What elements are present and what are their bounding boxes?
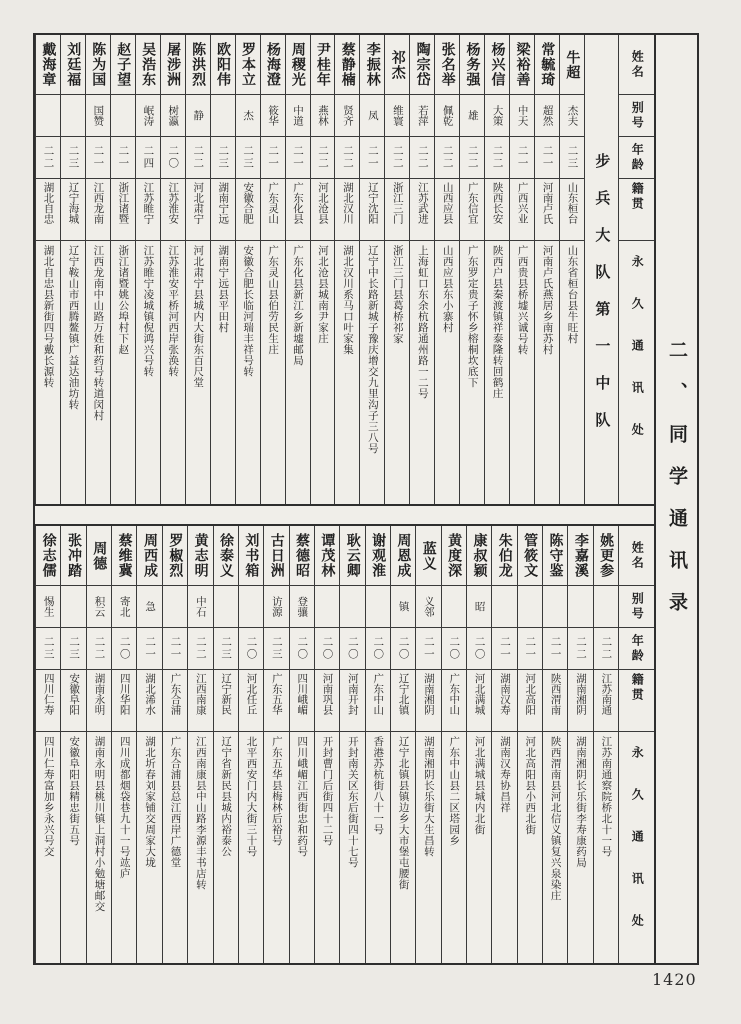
person-alias: [36, 95, 60, 137]
person-address: 四川峨嵋江西街忠和药号: [296, 736, 309, 857]
person-address: 江苏睢宁凌城镇倪鸿兴号转: [142, 245, 155, 377]
person-address: 湖南宁远县平田村: [217, 245, 230, 333]
person-age: 二〇: [290, 628, 314, 670]
person-origin: 河南开封: [340, 670, 364, 732]
person-age: 二一: [360, 137, 384, 179]
person-alias: [163, 586, 187, 628]
person-address: 广东罗定贵子怀乡榕桐坎底下: [466, 245, 479, 388]
column-header-address: 永久通讯处: [630, 255, 645, 465]
person-address: 湖南湘阴长乐街大生昌转: [422, 736, 435, 857]
person-alias: [518, 586, 542, 628]
person-origin: 河北沧县: [311, 179, 335, 241]
person-name: 李嘉溪: [568, 526, 592, 586]
person-alias: [543, 586, 567, 628]
person-address: 广西贵县桥墟兴诚号转: [516, 245, 529, 355]
person-name: 杨务强: [460, 35, 484, 95]
column-header-origin: 籍贯: [619, 179, 655, 241]
person-alias: [211, 95, 235, 137]
person-alias: [366, 586, 390, 628]
person-column: [534, 35, 559, 504]
person-origin: 江苏睢宁: [136, 179, 160, 241]
person-age: 二〇: [340, 628, 364, 670]
person-alias: 义邻: [416, 586, 440, 628]
person-alias: [442, 586, 466, 628]
person-name: 周恩成: [391, 526, 415, 586]
person-age: 二一: [137, 628, 161, 670]
person-age: 二二: [87, 628, 111, 670]
person-address: 辽宁中长路新城子豫庆增交九里沟子三八号: [366, 245, 379, 454]
person-age: 二一: [510, 137, 534, 179]
person-column: [238, 526, 263, 963]
person-alias: 树瀛: [161, 95, 185, 137]
person-alias: 登骧: [290, 586, 314, 628]
person-column: [135, 35, 160, 504]
person-alias: 凤: [360, 95, 384, 137]
person-address: 湖北圻春刘家铺交周家大垅: [144, 736, 157, 868]
person-name: 常毓琦: [535, 35, 559, 95]
person-origin: 广东合浦: [163, 670, 187, 732]
tables-region: [35, 35, 655, 963]
person-origin: 河南巩县: [315, 670, 339, 732]
person-column: [136, 526, 161, 963]
person-age: 二〇: [442, 628, 466, 670]
person-alias: [492, 586, 516, 628]
person-address: 开封曹门后街四十二号: [321, 736, 334, 846]
person-alias: 岷涛: [136, 95, 160, 137]
person-column: [60, 526, 85, 963]
person-origin: 广东化县: [286, 179, 310, 241]
person-age: 二二: [188, 628, 212, 670]
person-origin: 浙江诸暨: [111, 179, 135, 241]
person-name: 谢观淮: [366, 526, 390, 586]
person-age: 二〇: [112, 628, 136, 670]
bottom-table: [35, 524, 655, 963]
person-name: 戴海章: [36, 35, 60, 95]
person-column: [509, 35, 534, 504]
person-origin: 湖南湘阴: [416, 670, 440, 732]
person-address: 湖南永明县桃川镇上洞村小勉塘邮交: [93, 736, 106, 912]
person-alias: [61, 586, 85, 628]
person-age: 二二: [594, 628, 618, 670]
margin-column: [654, 35, 697, 963]
person-name: 蔡静楠: [335, 35, 359, 95]
person-column: [542, 526, 567, 963]
person-age: 二二: [311, 137, 335, 179]
person-address: 山西应县东小寨村: [441, 245, 454, 333]
column-header-name: 姓名: [619, 526, 655, 586]
person-alias: 超然: [535, 95, 559, 137]
person-alias: 镇: [391, 586, 415, 628]
person-age: 二三: [61, 628, 85, 670]
person-age: 二〇: [315, 628, 339, 670]
person-column: [517, 526, 542, 963]
person-age: 二一: [261, 137, 285, 179]
person-alias: 昭: [467, 586, 491, 628]
person-column: [559, 35, 584, 504]
person-age: 二三: [211, 137, 235, 179]
person-name: 徐志儒: [36, 526, 60, 586]
person-address: 广东合浦县总江西岸广德堂: [169, 736, 182, 868]
person-name: 吴浩东: [136, 35, 160, 95]
person-origin: 安徽阜阳: [61, 670, 85, 732]
person-origin: 广东灵山: [261, 179, 285, 241]
person-column: [110, 35, 135, 504]
person-column: [35, 526, 60, 963]
person-column: [86, 526, 111, 963]
person-column: [285, 35, 310, 504]
person-origin: 山东桓台: [560, 179, 584, 241]
person-column: [491, 526, 516, 963]
person-name: 古日洲: [264, 526, 288, 586]
person-column: [111, 526, 136, 963]
person-address: 广东五华县梅林后裕号: [270, 736, 283, 846]
person-column: [441, 526, 466, 963]
person-alias: 杰夫: [560, 95, 584, 137]
person-column: [260, 35, 285, 504]
person-address: 江西龙南中山路万姓和药号转道闵村: [92, 245, 105, 421]
person-name: 刘书箱: [239, 526, 263, 586]
person-age: 二三: [36, 628, 60, 670]
person-alias: 燕林: [311, 95, 335, 137]
person-column: [85, 35, 110, 504]
person-origin: 安徽合肥: [236, 179, 260, 241]
person-origin: 辽宁新民: [214, 670, 238, 732]
person-name: 罗本立: [236, 35, 260, 95]
person-column: [35, 35, 60, 504]
person-origin: 江西南康: [188, 670, 212, 732]
person-alias: 雄: [460, 95, 484, 137]
person-origin: 广东中山: [366, 670, 390, 732]
person-origin: 江苏南通: [594, 670, 618, 732]
person-address: 广东灵山县伯劳民生庄: [267, 245, 280, 355]
person-origin: 陕西渭南: [543, 670, 567, 732]
person-alias: 佩乾: [435, 95, 459, 137]
column-header-origin: 籍贯: [619, 670, 655, 732]
person-age: 二三: [560, 137, 584, 179]
person-alias: 杰: [236, 95, 260, 137]
person-column: [314, 526, 339, 963]
person-age: 二二: [186, 137, 210, 179]
person-origin: 湖北自忠: [36, 179, 60, 241]
person-name: 杨海澄: [261, 35, 285, 95]
person-name: 陈洪烈: [186, 35, 210, 95]
person-age: 二二: [410, 137, 434, 179]
unit-label: 步兵大队第一中队: [593, 153, 612, 449]
person-address: 陕西渭南县河北信义镇复兴泉染庄: [549, 736, 562, 901]
person-origin: 河北高阳: [518, 670, 542, 732]
person-name: 梁裕善: [510, 35, 534, 95]
person-address: 浙江三门县葛桥祁家: [391, 245, 404, 344]
person-age: 二〇: [239, 628, 263, 670]
person-age: 二一: [286, 137, 310, 179]
person-address: 湖南湘阴长乐街李寿康药局: [574, 736, 587, 868]
person-alias: 中石: [188, 586, 212, 628]
person-name: 罗椒烈: [163, 526, 187, 586]
person-alias: [340, 586, 364, 628]
person-column: [415, 526, 440, 963]
person-name: 牛超: [560, 35, 584, 95]
person-column: [334, 35, 359, 504]
person-name: 黄志明: [188, 526, 212, 586]
person-alias: [594, 586, 618, 628]
person-origin: 山西应县: [435, 179, 459, 241]
person-name: 欧阳伟: [211, 35, 235, 95]
person-alias: 中道: [286, 95, 310, 137]
person-name: 张名举: [435, 35, 459, 95]
person-name: 赵子望: [111, 35, 135, 95]
person-age: 二一: [492, 628, 516, 670]
person-origin: 辽宁沈阳: [360, 179, 384, 241]
person-column: [390, 526, 415, 963]
person-column: [263, 526, 288, 963]
person-column: [567, 526, 592, 963]
person-age: 二一: [518, 628, 542, 670]
person-alias: 大策: [485, 95, 509, 137]
person-name: 谭茂林: [315, 526, 339, 586]
person-alias: 维寰: [385, 95, 409, 137]
person-age: 二〇: [467, 628, 491, 670]
person-name: 陈守鉴: [543, 526, 567, 586]
person-address: 河北满城县城内北街: [473, 736, 486, 835]
person-name: 姚更参: [594, 526, 618, 586]
person-address: 安徽合肥长临河瑞丰祥号转: [242, 245, 255, 377]
person-column: [434, 35, 459, 504]
person-address: 四川成都烟袋巷九十一号竑庐: [118, 736, 131, 879]
column-header-address: 永久通讯处: [630, 746, 645, 956]
person-origin: 江西龙南: [86, 179, 110, 241]
person-origin: 湖北浠水: [137, 670, 161, 732]
person-age: 二三: [236, 137, 260, 179]
person-address: 浙江诸暨姚公埠村下赵: [117, 245, 130, 355]
person-column: [359, 35, 384, 504]
column-header-age: 年龄: [619, 628, 655, 670]
person-address: 江苏南通察院桥北十一号: [600, 736, 613, 857]
person-address: 湖北自忠县新街四号戴长源转: [42, 245, 55, 388]
person-address: 北平西安门内大街三十号: [245, 736, 258, 857]
person-origin: 陕西长安: [485, 179, 509, 241]
person-origin: 河南卢氏: [535, 179, 559, 241]
top-header-column: [618, 35, 655, 504]
person-name: 徐泰义: [214, 526, 238, 586]
person-address: 辽宁北镇县镇边乡大市堡屯腰街: [397, 736, 410, 890]
person-origin: 湖南汉寿: [492, 670, 516, 732]
unit-column: [584, 35, 618, 504]
person-column: [484, 35, 509, 504]
person-origin: 辽宁海城: [61, 179, 85, 241]
person-origin: 浙江三门: [385, 179, 409, 241]
person-origin: 湖北汉川: [335, 179, 359, 241]
person-origin: 广东信宜: [460, 179, 484, 241]
person-alias: 国赞: [86, 95, 110, 137]
person-age: 二一: [86, 137, 110, 179]
person-name: 陶宗岱: [410, 35, 434, 95]
person-origin: 湖南宁远: [211, 179, 235, 241]
person-age: 二二: [485, 137, 509, 179]
person-alias: [214, 586, 238, 628]
person-column: [384, 35, 409, 504]
person-name: 周西成: [137, 526, 161, 586]
person-column: [459, 35, 484, 504]
person-column: [466, 526, 491, 963]
bottom-header-column: [618, 526, 655, 963]
person-column: [210, 35, 235, 504]
person-age: 二〇: [391, 628, 415, 670]
person-column: [235, 35, 260, 504]
person-column: [310, 35, 335, 504]
person-alias: 中天: [510, 95, 534, 137]
person-address: 河北沧县城南尹家庄: [317, 245, 329, 344]
person-age: 二二: [568, 628, 592, 670]
person-age: 二二: [385, 137, 409, 179]
person-column: [409, 35, 434, 504]
person-origin: 四川仁寿: [36, 670, 60, 732]
person-alias: 若萍: [410, 95, 434, 137]
person-column: [213, 526, 238, 963]
person-name: 管筱文: [518, 526, 542, 586]
person-name: 屠涉洲: [161, 35, 185, 95]
person-age: 二二: [36, 137, 60, 179]
person-age: 二三: [264, 628, 288, 670]
person-origin: 四川华阳: [112, 670, 136, 732]
person-name: 黄度深: [442, 526, 466, 586]
person-origin: 湖南永明: [87, 670, 111, 732]
person-column: [60, 35, 85, 504]
person-alias: [568, 586, 592, 628]
column-header-name: 姓名: [619, 35, 655, 95]
person-address: 山东省桓台县牛旺村: [566, 245, 579, 344]
person-address: 上海虹口东余杭路通州路一二号: [416, 245, 429, 399]
person-name: 周德: [87, 526, 111, 586]
person-origin: 辽宁北镇: [391, 670, 415, 732]
person-address: 江西南康县中山路李源丰书店转: [194, 736, 207, 890]
person-address: 河北肃宁县城内大街东百尺堂: [192, 245, 205, 388]
person-age: 二一: [416, 628, 440, 670]
person-age: 二一: [163, 628, 187, 670]
page-number: 1420: [652, 970, 697, 989]
person-age: 二二: [435, 137, 459, 179]
person-column: [160, 35, 185, 504]
person-origin: 河北肃宁: [186, 179, 210, 241]
person-name: 杨兴信: [485, 35, 509, 95]
person-column: [593, 526, 618, 963]
person-age: 二〇: [366, 628, 390, 670]
person-alias: [239, 586, 263, 628]
person-address: 广东化县新江乡新墟邮局: [292, 245, 305, 366]
person-name: 尹桂年: [311, 35, 335, 95]
column-header-alias: 别号: [619, 95, 655, 137]
person-origin: 广东中山: [442, 670, 466, 732]
person-name: 耿云卿: [340, 526, 364, 586]
person-column: [185, 35, 210, 504]
person-age: 二三: [214, 628, 238, 670]
person-origin: 河北任丘: [239, 670, 263, 732]
person-column: [187, 526, 212, 963]
person-age: 二一: [111, 137, 135, 179]
person-alias: 贤齐: [335, 95, 359, 137]
person-alias: 惕生: [36, 586, 60, 628]
person-alias: 访源: [264, 586, 288, 628]
person-name: 李振林: [360, 35, 384, 95]
column-header-age: 年龄: [619, 137, 655, 179]
person-origin: 江苏淮安: [161, 179, 185, 241]
person-address: 湖北汉川系马口叶家集: [341, 245, 354, 355]
person-name: 蔡德昭: [290, 526, 314, 586]
person-address: 河南卢氏燕居乡南苏村: [541, 245, 554, 355]
person-address: 湖南汉寿协昌祥: [498, 736, 511, 813]
column-header-alias: 别号: [619, 586, 655, 628]
person-origin: 广西兴业: [510, 179, 534, 241]
person-alias: 急: [137, 586, 161, 628]
person-alias: [61, 95, 85, 137]
person-alias: 积云: [87, 586, 111, 628]
person-address: 四川仁寿富加乡永兴号交: [42, 736, 55, 857]
person-address: 辽宁省新民县城内裕泰公: [220, 736, 233, 857]
person-alias: 寄北: [112, 586, 136, 628]
person-origin: 河北满城: [467, 670, 491, 732]
person-origin: 江苏武进: [410, 179, 434, 241]
person-age: 二一: [535, 137, 559, 179]
person-column: [339, 526, 364, 963]
person-age: 二四: [136, 137, 160, 179]
person-name: 周稷光: [286, 35, 310, 95]
person-address: 开封南关区东后街四十七号: [346, 736, 359, 868]
person-age: 二〇: [161, 137, 185, 179]
person-age: 二三: [61, 137, 85, 179]
person-column: [162, 526, 187, 963]
person-alias: 静: [186, 95, 210, 137]
person-origin: 湖南湘阴: [568, 670, 592, 732]
person-origin: 四川峨嵋: [290, 670, 314, 732]
person-age: 二二: [460, 137, 484, 179]
person-address: 安徽阜阳县精忠街五号: [68, 736, 81, 846]
person-address: 陕西户县秦渡镇祥泰隆转回鹤庄: [491, 245, 504, 399]
person-address: 辽宁鞍山市西腾鳌镇广益达油坊转: [67, 245, 80, 410]
page-frame: [33, 33, 699, 965]
person-column: [365, 526, 390, 963]
person-name: 张冲踏: [61, 526, 85, 586]
person-name: 祁杰: [385, 35, 409, 95]
person-address: 香港苏杭街八十一号: [372, 736, 385, 835]
top-table: [35, 35, 655, 506]
person-age: 二一: [543, 628, 567, 670]
person-address: 江苏淮安平桥河西岸张涣转: [167, 245, 180, 377]
person-alias: [111, 95, 135, 137]
person-address: 河北高阳县小西北街: [524, 736, 537, 835]
person-name: 蔡维冀: [112, 526, 136, 586]
person-name: 康叔颖: [467, 526, 491, 586]
person-name: 陈为国: [86, 35, 110, 95]
person-origin: 广东五华: [264, 670, 288, 732]
person-address: 广东中山县二区塔园乡: [448, 736, 461, 846]
person-alias: 筱华: [261, 95, 285, 137]
person-age: 二二: [335, 137, 359, 179]
person-column: [289, 526, 314, 963]
person-name: 朱伯龙: [492, 526, 516, 586]
person-alias: [315, 586, 339, 628]
section-title: 二、同学通讯录: [666, 340, 688, 634]
person-name: 刘廷福: [61, 35, 85, 95]
person-name: 蓝义: [416, 526, 440, 586]
